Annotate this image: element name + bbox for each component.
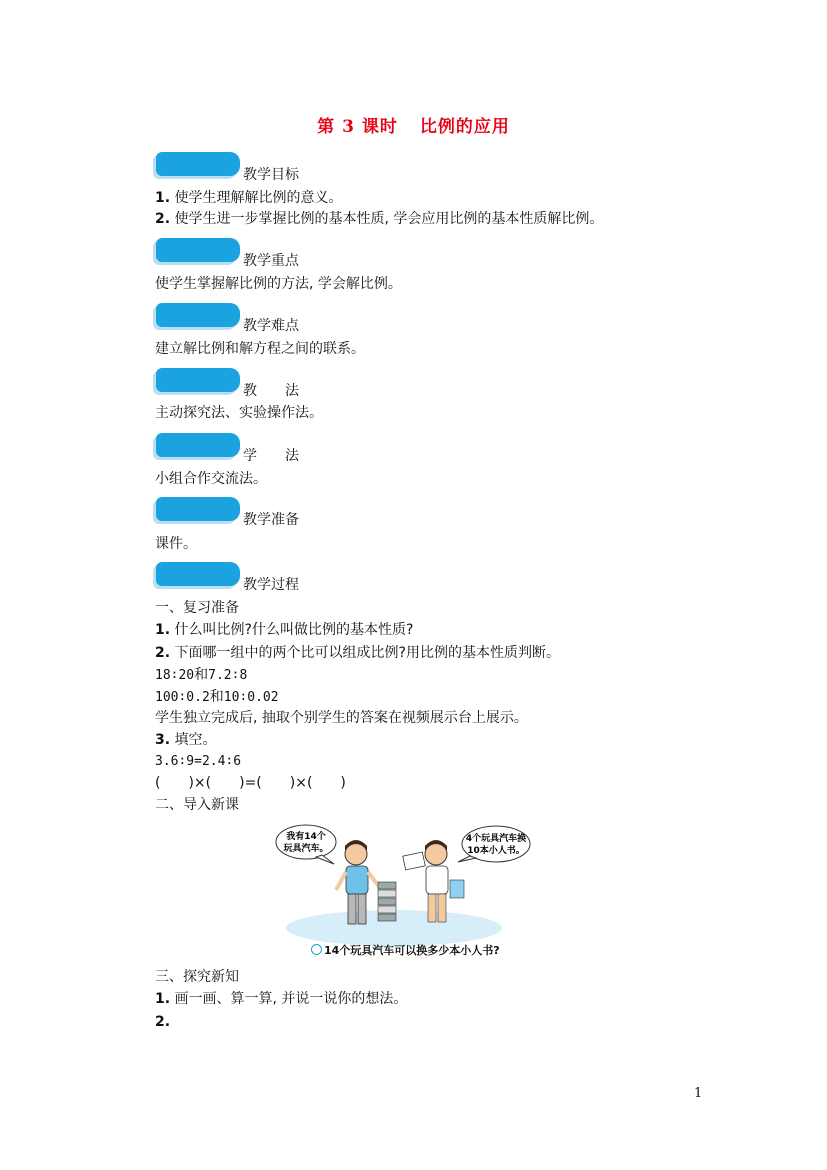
question-item: 1. 什么叫比例?什么叫做比例的基本性质? — [155, 622, 414, 638]
section-label: 教学难点 — [243, 318, 299, 334]
part-heading: 三、探究新知 — [155, 969, 239, 985]
section-text: 小组合作交流法。 — [155, 471, 267, 487]
section-badge — [156, 238, 240, 262]
equation: 3.6∶9=2.4∶6 — [155, 754, 242, 769]
section-badge — [156, 152, 240, 176]
section-badge — [156, 497, 240, 521]
toy-car-stack-icon — [378, 882, 396, 921]
section-text: 课件。 — [155, 536, 197, 552]
bubble-right-line2: 10本小人书。 — [467, 846, 525, 856]
toy-car-exchange-illustration — [274, 820, 532, 960]
section-badge — [156, 562, 240, 586]
section-text: 主动探究法、实验操作法。 — [155, 405, 323, 421]
page-number: 1 — [694, 1086, 703, 1101]
illustration-caption: 14个玩具汽车可以换多少本小人书? — [311, 942, 500, 958]
question-item: 3. 填空。 — [155, 732, 217, 748]
bubble-left-line1: 我有14个 — [286, 832, 326, 842]
page-title: 第 3 课时 比例的应用 — [317, 117, 510, 137]
section-text: 使学生掌握解比例的方法, 学会解比例。 — [155, 276, 402, 292]
blank-equation: ( )×( )=( )×( ) — [155, 775, 346, 791]
section-badge — [156, 303, 240, 327]
section-label: 教学重点 — [243, 253, 299, 269]
section-label: 教学准备 — [243, 512, 299, 528]
bubble-left-line2: 玩具汽车。 — [283, 844, 329, 854]
section-text: 建立解比例和解方程之间的联系。 — [155, 341, 365, 357]
section-label: 教 法 — [243, 383, 299, 399]
ratio-pair: 100∶0.2和10∶0.02 — [155, 689, 279, 705]
goal-item: 1. 使学生理解解比例的意义。 — [155, 190, 343, 206]
section-label: 教学目标 — [243, 167, 299, 183]
ratio-pair: 18∶20和7.2∶8 — [155, 667, 248, 683]
goal-item: 2. 使学生进一步掌握比例的基本性质, 学会应用比例的基本性质解比例。 — [155, 211, 604, 227]
question-item: 1. 画一画、算一算, 并说一说你的想法。 — [155, 991, 408, 1007]
section-badge — [156, 433, 240, 457]
part-heading: 二、导入新课 — [155, 797, 239, 813]
question-item: 2. — [155, 1014, 171, 1030]
circle-icon — [311, 944, 322, 955]
question-item: 2. 下面哪一组中的两个比可以组成比例?用比例的基本性质判断。 — [155, 645, 560, 661]
part-heading: 一、复习准备 — [155, 600, 239, 616]
boy-right-figure — [403, 840, 464, 922]
section-label: 学 法 — [243, 448, 299, 464]
section-label: 教学过程 — [243, 577, 299, 593]
student-note: 学生独立完成后, 抽取个别学生的答案在视频展示台上展示。 — [155, 710, 528, 726]
section-badge — [156, 368, 240, 392]
bubble-right-line1: 4个玩具汽车换 — [465, 834, 527, 844]
